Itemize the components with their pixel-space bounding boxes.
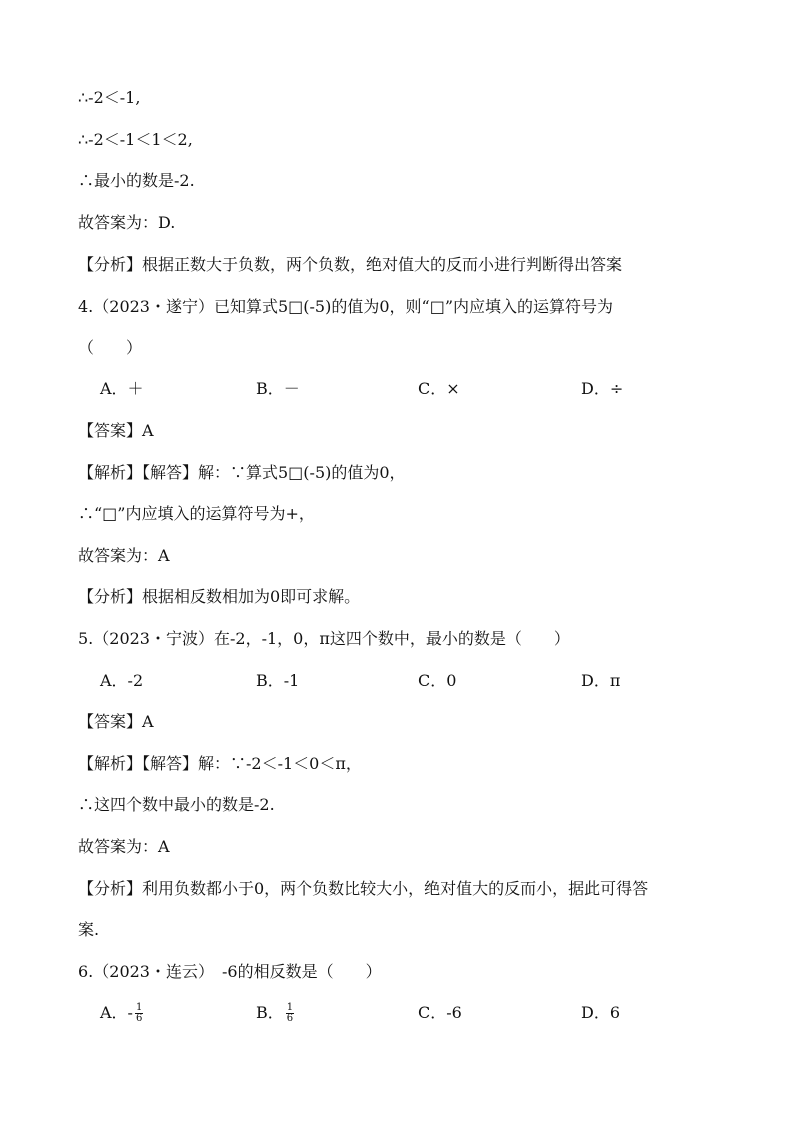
text-line: ∴-2＜-1＜1＜2, [78, 130, 193, 149]
option-b: B．－ [256, 379, 300, 398]
text-line: ∴最小的数是-2. [78, 171, 195, 190]
text-line: 故答案为：A [78, 546, 170, 565]
option-b-prefix: B． [256, 1003, 284, 1022]
option-c: C．0 [418, 671, 457, 690]
fraction [286, 1003, 294, 1024]
option-b [256, 1003, 294, 1024]
text-line: 故答案为：A [78, 837, 170, 856]
analysis-line: 【分析】根据正数大于负数，两个负数，绝对值大的反而小进行判断得出答案 [78, 255, 623, 274]
option-c: C．-6 [418, 1003, 462, 1022]
answer-blank: （ ） [78, 338, 143, 357]
denominator: 6 [135, 1013, 143, 1024]
answer-line: 【答案】A [78, 712, 154, 731]
option-b: B．-1 [256, 671, 300, 690]
text-line: ∴-2＜-1, [78, 88, 141, 107]
numerator: 1 [135, 1002, 143, 1013]
option-d: D．÷ [581, 379, 624, 398]
option-d: D．π [581, 671, 621, 690]
text-line: 故答案为：D. [78, 213, 176, 232]
option-c: C．× [418, 379, 460, 398]
question-4: 4.（2023・遂宁）已知算式5□(-5)的值为0，则“□”内应填入的运算符号为 [78, 297, 614, 316]
option-a: A．-2 [100, 671, 144, 690]
question-5: 5.（2023・宁波）在-2，-1，0，π这四个数中，最小的数是（ ） [78, 629, 570, 648]
text-line: ∴“□”内应填入的运算符号为+， [78, 504, 315, 523]
option-a [100, 1003, 143, 1024]
solution-line: 【解析】【解答】解：∵-2＜-1＜0＜π， [78, 754, 362, 773]
numerator: 1 [286, 1002, 294, 1013]
answer-line: 【答案】A [78, 421, 154, 440]
analysis-line: 【分析】根据相反数相加为0即可求解。 [78, 587, 361, 606]
option-d: D．6 [581, 1003, 621, 1022]
solution-line: 【解析】【解答】解：∵算式5□(-5)的值为0， [78, 463, 406, 482]
analysis-line: 【分析】利用负数都小于0，两个负数比较大小，绝对值大的反而小，据此可得答 [78, 879, 649, 898]
fraction [135, 1003, 143, 1024]
option-a: A．＋ [100, 379, 144, 398]
text-line: 案. [78, 920, 100, 939]
option-a-prefix: A．- [100, 1003, 133, 1022]
denominator: 6 [286, 1013, 294, 1024]
text-line: ∴这四个数中最小的数是-2. [78, 795, 275, 814]
question-6: 6.（2023・连云） -6的相反数是（ ） [78, 962, 382, 981]
